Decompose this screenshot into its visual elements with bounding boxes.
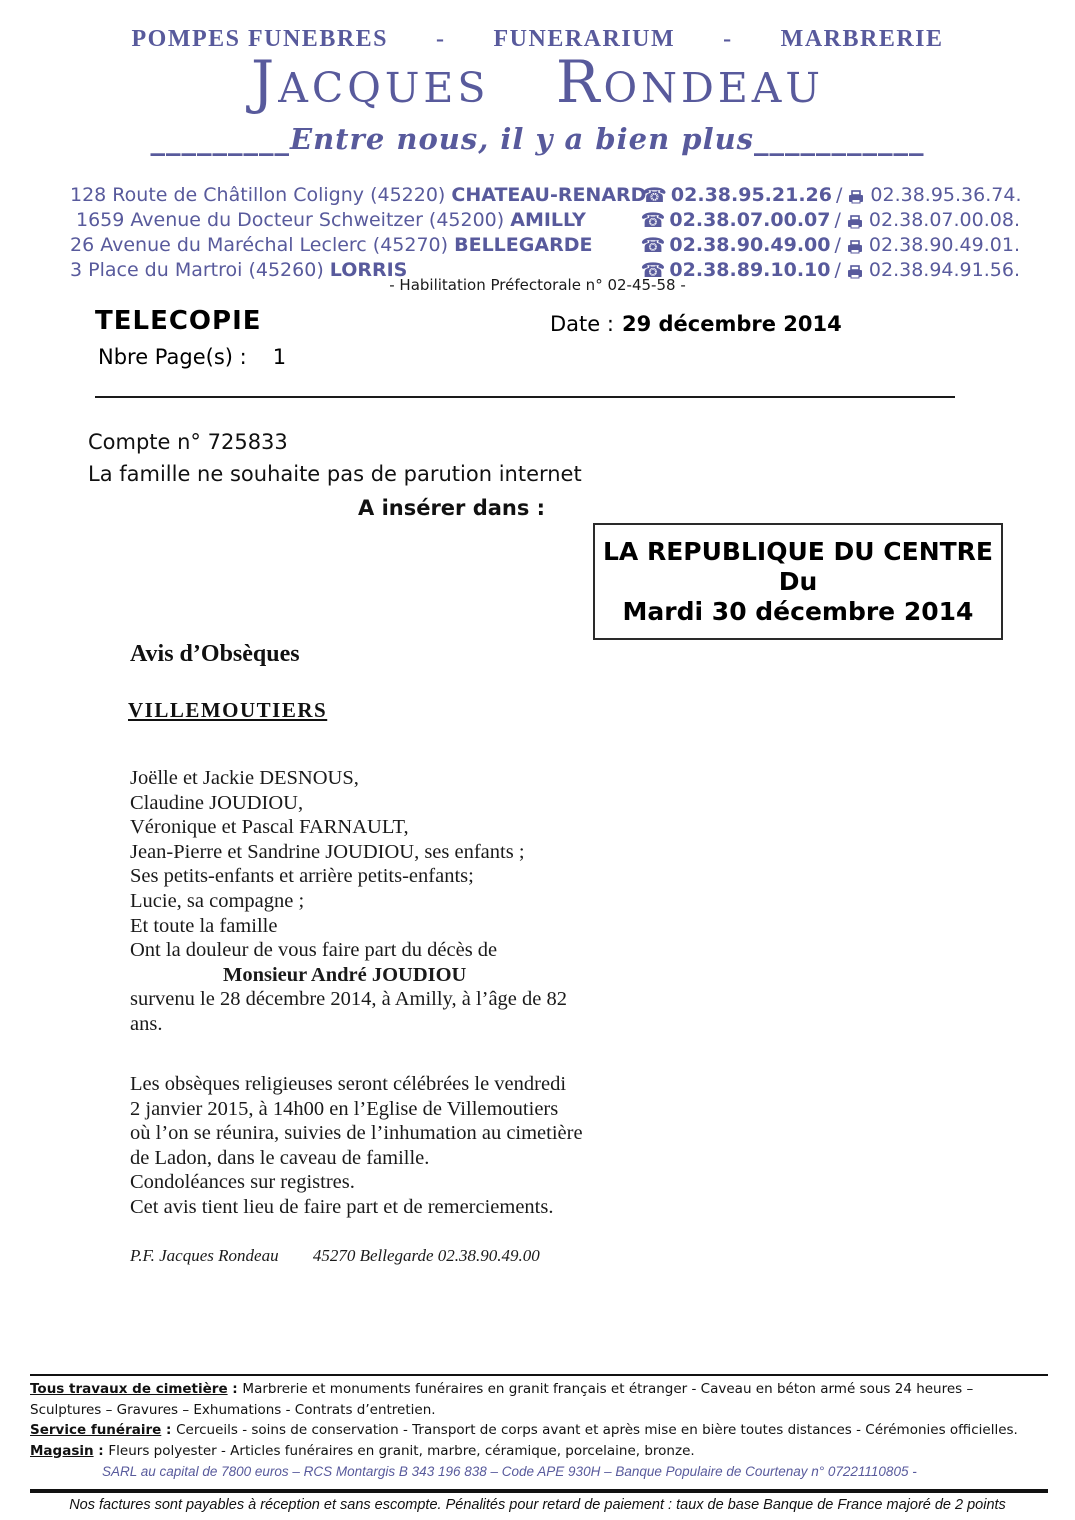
- ceremony-line: 2 janvier 2015, à 14h00 en l’Eglise de Villemoutiers: [130, 1097, 559, 1120]
- fax-pages-value: 1: [272, 345, 287, 369]
- newspaper-date: Mardi 30 décembre 2014: [622, 596, 974, 626]
- service-colon: :: [227, 1381, 243, 1397]
- service-label: Tous travaux de cimetière: [30, 1381, 228, 1397]
- newspaper-box: [593, 523, 1003, 640]
- locations-list: [70, 183, 1020, 283]
- footer-service-cemetery: [30, 1379, 1048, 1420]
- separator-line: [95, 396, 955, 398]
- footer-separator-line: [30, 1374, 1048, 1376]
- ceremony-line: Cet avis tient lieu de faire part et de remerciements.: [130, 1195, 554, 1218]
- signature-contact: 45270 Bellegarde 02.38.90.49.00: [312, 1246, 540, 1265]
- signature-line: [130, 1246, 540, 1266]
- fax-icon: [847, 215, 863, 229]
- phone-number: 02.38.07.00.07: [669, 209, 831, 231]
- fax-pages: [98, 345, 286, 369]
- town-heading: VILLEMOUTIERS: [128, 698, 328, 722]
- phone-icon: ☎: [640, 208, 666, 232]
- location-city: AMILLY: [510, 209, 586, 231]
- phone-number: 02.38.90.49.00: [669, 234, 831, 256]
- location-row: [70, 208, 1020, 233]
- location-address: 128 Route de Châtillon Coligny (45220): [70, 184, 452, 206]
- fax-date-label: Date :: [550, 312, 614, 336]
- fax-date: [550, 312, 842, 336]
- ceremony-line: où l’on se réunira, suivies de l’inhumation au cimetière: [130, 1122, 583, 1145]
- bottom-rule: [30, 1489, 1048, 1493]
- phone-icon: ☎: [642, 183, 667, 207]
- family-paragraph: [130, 766, 650, 1037]
- banner-segment: FUNERARIUM: [493, 26, 676, 52]
- family-line: Joëlle et Jackie DESNOUS,: [130, 767, 359, 789]
- family-line: Lucie, sa compagne ;: [130, 889, 305, 912]
- slash-separator: /: [834, 209, 841, 231]
- family-line: Et toute la famille: [130, 914, 278, 937]
- habilitation-note: - Habilitation Préfectorale n° 02-45-58 -: [389, 276, 686, 294]
- service-text: Marbrerie et monuments funéraires en granit français et étranger - Caveau en béton armé sous 24 heures – Sculptures – Gravures – Exhumations - Contrats d’entretien.: [30, 1381, 974, 1418]
- footer-services: [30, 1379, 1048, 1483]
- fax-title: TELECOPIE: [95, 306, 262, 336]
- fax-date-value: 29 décembre 2014: [621, 312, 842, 336]
- footer-service-shop: [30, 1441, 1048, 1462]
- phone-number: 02.38.95.21.26: [670, 184, 832, 206]
- family-line: Véronique et Pascal FARNAULT,: [130, 816, 409, 839]
- family-line: Ses petits-enfants et arrière petits-enfants;: [130, 865, 474, 888]
- legal-registration-line: SARL au capital de 7800 euros – RCS Montargis B 343 196 838 – Code APE 930H – Banque Populaire de Courtenay n° 07221110805 -: [102, 1464, 917, 1479]
- ceremony-line: de Ladon, dans le caveau de famille.: [130, 1146, 430, 1169]
- location-row: [70, 233, 1020, 258]
- banner-separator: -: [436, 26, 446, 52]
- service-text: Fleurs polyester - Articles funéraires en granit, marbre, céramique, porcelaine, bronze.: [108, 1442, 695, 1459]
- location-row: [70, 183, 1020, 208]
- signature-name: P.F. Jacques Rondeau: [130, 1246, 279, 1265]
- service-colon: :: [161, 1422, 177, 1438]
- banner-segment: MARBRERIE: [780, 26, 944, 52]
- location-city: BELLEGARDE: [454, 234, 593, 256]
- newspaper-name: LA REPUBLIQUE DU CENTRE: [602, 536, 994, 566]
- family-line: Jean-Pierre et Sandrine JOUDIOU, ses enfants ;: [130, 840, 525, 863]
- location-address: 1659 Avenue du Docteur Schweitzer (45200): [76, 209, 511, 231]
- family-line: Claudine JOUDIOU,: [130, 791, 304, 814]
- slash-separator: /: [836, 184, 843, 206]
- phone-number: 02.38.89.10.10: [669, 259, 831, 281]
- brand-name: Jacques Rondeau: [251, 48, 824, 116]
- fax-number: 02.38.95.36.74.: [870, 184, 1022, 206]
- service-colon: :: [93, 1442, 109, 1459]
- location-address: 26 Avenue du Maréchal Leclerc (45270): [70, 234, 455, 256]
- service-label: Service funéraire: [30, 1422, 162, 1438]
- brand-slogan: _________Entre nous, il y a bien plus___________: [150, 122, 925, 156]
- banner-separator: -: [723, 26, 733, 52]
- family-line: Ont la douleur de vous faire part du décès de: [130, 939, 498, 962]
- ceremony-line: Les obsèques religieuses seront célébrées le vendredi: [130, 1073, 567, 1095]
- slash-separator: /: [834, 234, 841, 256]
- banner-segment: POMPES FUNEBRES: [131, 26, 389, 52]
- payment-terms-note: Nos factures sont payables à réception et sans escompte. Pénalités pour retard de paiement : taux de base Banque de France majoré de 2 points: [69, 1497, 1006, 1513]
- section-title: Avis d’Obsèques: [130, 641, 300, 667]
- insert-into-label: A insérer dans :: [358, 496, 546, 520]
- slash-separator: /: [834, 259, 841, 281]
- death-line: survenu le 28 décembre 2014, à Amilly, à l’âge de 82: [130, 988, 568, 1011]
- no-internet-note: La famille ne souhaite pas de parution internet: [88, 462, 582, 486]
- phone-icon: ☎: [640, 258, 666, 282]
- location-address: 3 Place du Martroi (45260): [70, 259, 330, 281]
- deceased-name: Monsieur André JOUDIOU: [223, 963, 467, 986]
- fax-number: 02.38.90.49.01.: [868, 234, 1020, 256]
- fax-number: 02.38.07.00.08.: [868, 209, 1020, 231]
- fax-icon: [848, 190, 864, 204]
- account-number: Compte n° 725833: [88, 430, 288, 454]
- fax-pages-label: Nbre Page(s) :: [98, 345, 247, 369]
- death-line: ans.: [130, 1012, 163, 1035]
- fax-icon: [847, 240, 863, 254]
- service-text: Cercueils - soins de conservation - Transport de corps avant et après mise en bière toutes distances - Cérémonies officielles.: [176, 1422, 1018, 1438]
- ceremony-paragraph: [130, 1072, 650, 1220]
- fax-number: 02.38.94.91.56.: [868, 259, 1020, 281]
- service-label: Magasin: [30, 1442, 94, 1459]
- footer-service-funeral: [30, 1420, 1048, 1441]
- location-city: LORRIS: [329, 259, 408, 281]
- phone-icon: ☎: [640, 233, 666, 257]
- ceremony-line: Condoléances sur registres.: [130, 1171, 355, 1194]
- newspaper-du: Du: [778, 566, 818, 596]
- location-city: CHATEAU-RENARD: [451, 184, 647, 206]
